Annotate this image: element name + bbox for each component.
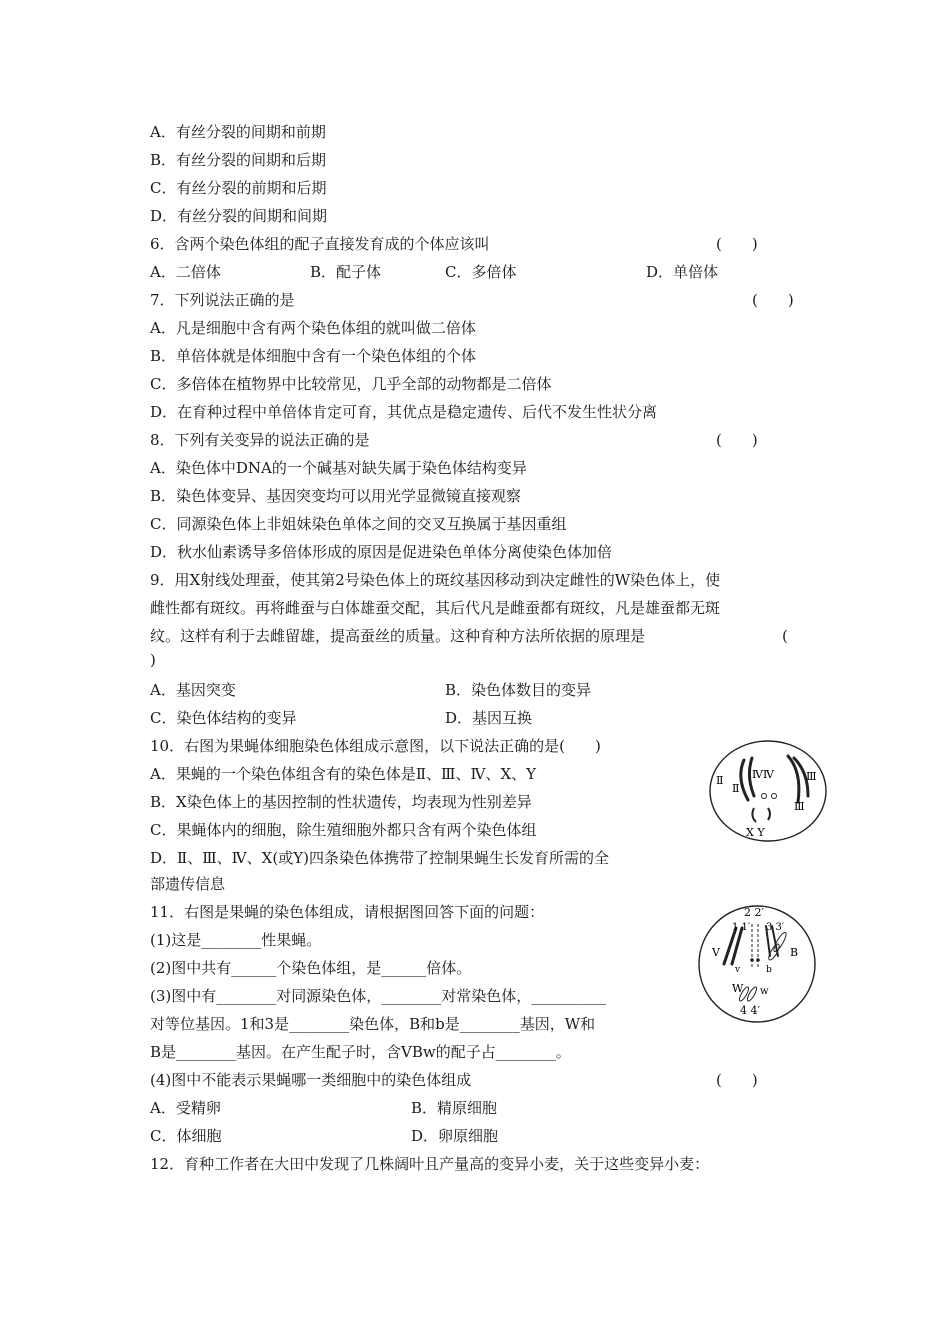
q8-option-b: B．染色体变异、基因突变均可以用光学显微镜直接观察 — [150, 487, 522, 505]
fig11-label-w: w — [760, 986, 769, 997]
q9-option: D．基因互换 — [445, 709, 533, 727]
q11-part2: (2)图中共有______个染色体组，是______倍体。 — [150, 959, 472, 977]
q9-stem-line2: 雌性都有斑纹。再将雌蚕与白体雄蚕交配，其后代凡是雌蚕都有斑纹，凡是雄蚕都无斑 — [150, 599, 721, 617]
q9-option: C．染色体结构的变异 — [150, 709, 297, 727]
q10-option-c: C．果蝇体内的细胞，除生殖细胞外都只含有两个染色体组 — [150, 821, 537, 839]
fig11-label-B: B — [790, 946, 799, 959]
q11-part1: (1)这是________性果蝇。 — [150, 931, 322, 949]
q9-option: B．染色体数目的变异 — [445, 681, 592, 699]
q6-option: A．二倍体 — [150, 263, 221, 281]
fig11-label-b: b — [766, 965, 772, 975]
q6-stem: 6．含两个染色体组的配子直接发育成的个体应该叫 — [150, 235, 490, 253]
fig11-label-v: v — [735, 965, 741, 975]
q6-option: C．多倍体 — [445, 263, 517, 281]
fig11-label-W: W — [732, 982, 744, 995]
q11-part3-line3: B是________基因。在产生配子时，含VBw的配子占________。 — [150, 1043, 571, 1061]
q11-answer-paren: ( ) — [716, 1071, 758, 1089]
q10-option-b: B．X染色体上的基因控制的性状遗传，均表现为性别差异 — [150, 793, 532, 811]
fig10-label-iv: ⅣⅣ — [752, 768, 774, 781]
q5-option-a: A．有丝分裂的间期和前期 — [150, 123, 326, 141]
q7-answer-paren: ( ) — [752, 291, 794, 309]
fruit-fly-chromosome-figure-q10 — [706, 738, 830, 844]
q10-option-d: D．Ⅱ、Ⅲ、Ⅳ、X(或Y)四条染色体携带了控制果蝇生长发育所需的全 — [150, 849, 609, 867]
q11-part4: (4)图中不能表示果蝇哪一类细胞中的染色体组成 — [150, 1071, 472, 1089]
fig11-label-22: 2 2′ — [744, 906, 764, 919]
fig10-label-xy: X Y — [746, 826, 765, 839]
q9-paren-close: ) — [150, 651, 156, 669]
q11-option: C．体细胞 — [150, 1127, 222, 1145]
fruit-fly-chromosome-figure-q11 — [694, 902, 820, 1026]
q5-option-c: C．有丝分裂的前期和后期 — [150, 179, 327, 197]
q11-stem: 11．右图是果蝇的染色体组成，请根据图回答下面的问题： — [150, 903, 545, 921]
fig11-label-11: 1 1′ — [732, 922, 751, 933]
fig10-label-ii: Ⅱ — [716, 774, 724, 787]
q7-option-b: B．单倍体就是体细胞中含有一个染色体组的个体 — [150, 347, 477, 365]
q11-option: B．精原细胞 — [411, 1099, 498, 1117]
q11-part3-line1: (3)图中有________对同源染色体，________对常染色体，__________ — [150, 987, 607, 1005]
q8-option-a: A．染色体中DNA的一个碱基对缺失属于染色体结构变异 — [150, 459, 527, 477]
q9-stem-line1: 9．用X射线处理蚕，使其第2号染色体上的斑纹基因移动到决定雌性的W染色体上，使 — [150, 571, 721, 589]
q6-answer-paren: ( ) — [716, 235, 758, 253]
fig11-label-V: V — [712, 946, 720, 959]
q10-option-a: A．果蝇的一个染色体组含有的染色体是Ⅱ、Ⅲ、Ⅳ、X、Y — [150, 765, 537, 783]
q9-option: A．基因突变 — [150, 681, 236, 699]
q8-answer-paren: ( ) — [716, 431, 758, 449]
q8-option-c: C．同源染色体上非姐妹染色单体之间的交叉互换属于基因重组 — [150, 515, 567, 533]
q8-option-d: D．秋水仙素诱导多倍体形成的原因是促进染色单体分离使染色体加倍 — [150, 543, 613, 561]
q11-option: A．受精卵 — [150, 1099, 221, 1117]
q11-option: D．卵原细胞 — [411, 1127, 499, 1145]
q9-answer-paren: ( — [782, 627, 788, 645]
q12-stem: 12．育种工作者在大田中发现了几株阔叶且产量高的变异小麦，关于这些变异小麦： — [150, 1155, 710, 1173]
q10-option-d-cont: 部遗传信息 — [150, 875, 226, 893]
q10-stem: 10．右图为果蝇体细胞染色体组成示意图，以下说法正确的是( ) — [150, 737, 601, 755]
fig11-label-44: 4 4′ — [740, 1004, 760, 1017]
fig10-label-iii: Ⅲ — [794, 800, 805, 813]
q7-option-d: D．在育种过程中单倍体肯定可育，其优点是稳定遗传、后代不发生性状分离 — [150, 403, 658, 421]
fig10-label-ii: Ⅱ — [732, 782, 740, 795]
q9-stem-line3: 纹。这样有利于去雌留雄，提高蚕丝的质量。这种育种方法所依据的原理是 — [150, 627, 646, 645]
fig10-label-iii: Ⅲ — [806, 770, 817, 783]
q11-part3-line2: 对等位基因。1和3是________染色体，B和b是________基因，W和 — [150, 1015, 596, 1033]
q7-stem: 7．下列说法正确的是 — [150, 291, 295, 309]
q7-option-c: C．多倍体在植物界中比较常见，几乎全部的动物都是二倍体 — [150, 375, 552, 393]
q7-option-a: A．凡是细胞中含有两个染色体组的就叫做二倍体 — [150, 319, 476, 337]
fig11-label-33: 3 3′ — [766, 922, 785, 933]
q5-option-b: B．有丝分裂的间期和后期 — [150, 151, 327, 169]
q5-option-d: D．有丝分裂的间期和间期 — [150, 207, 328, 225]
q6-option: B．配子体 — [310, 263, 382, 281]
q8-stem: 8．下列有关变异的说法正确的是 — [150, 431, 370, 449]
q6-option: D．单倍体 — [646, 263, 719, 281]
